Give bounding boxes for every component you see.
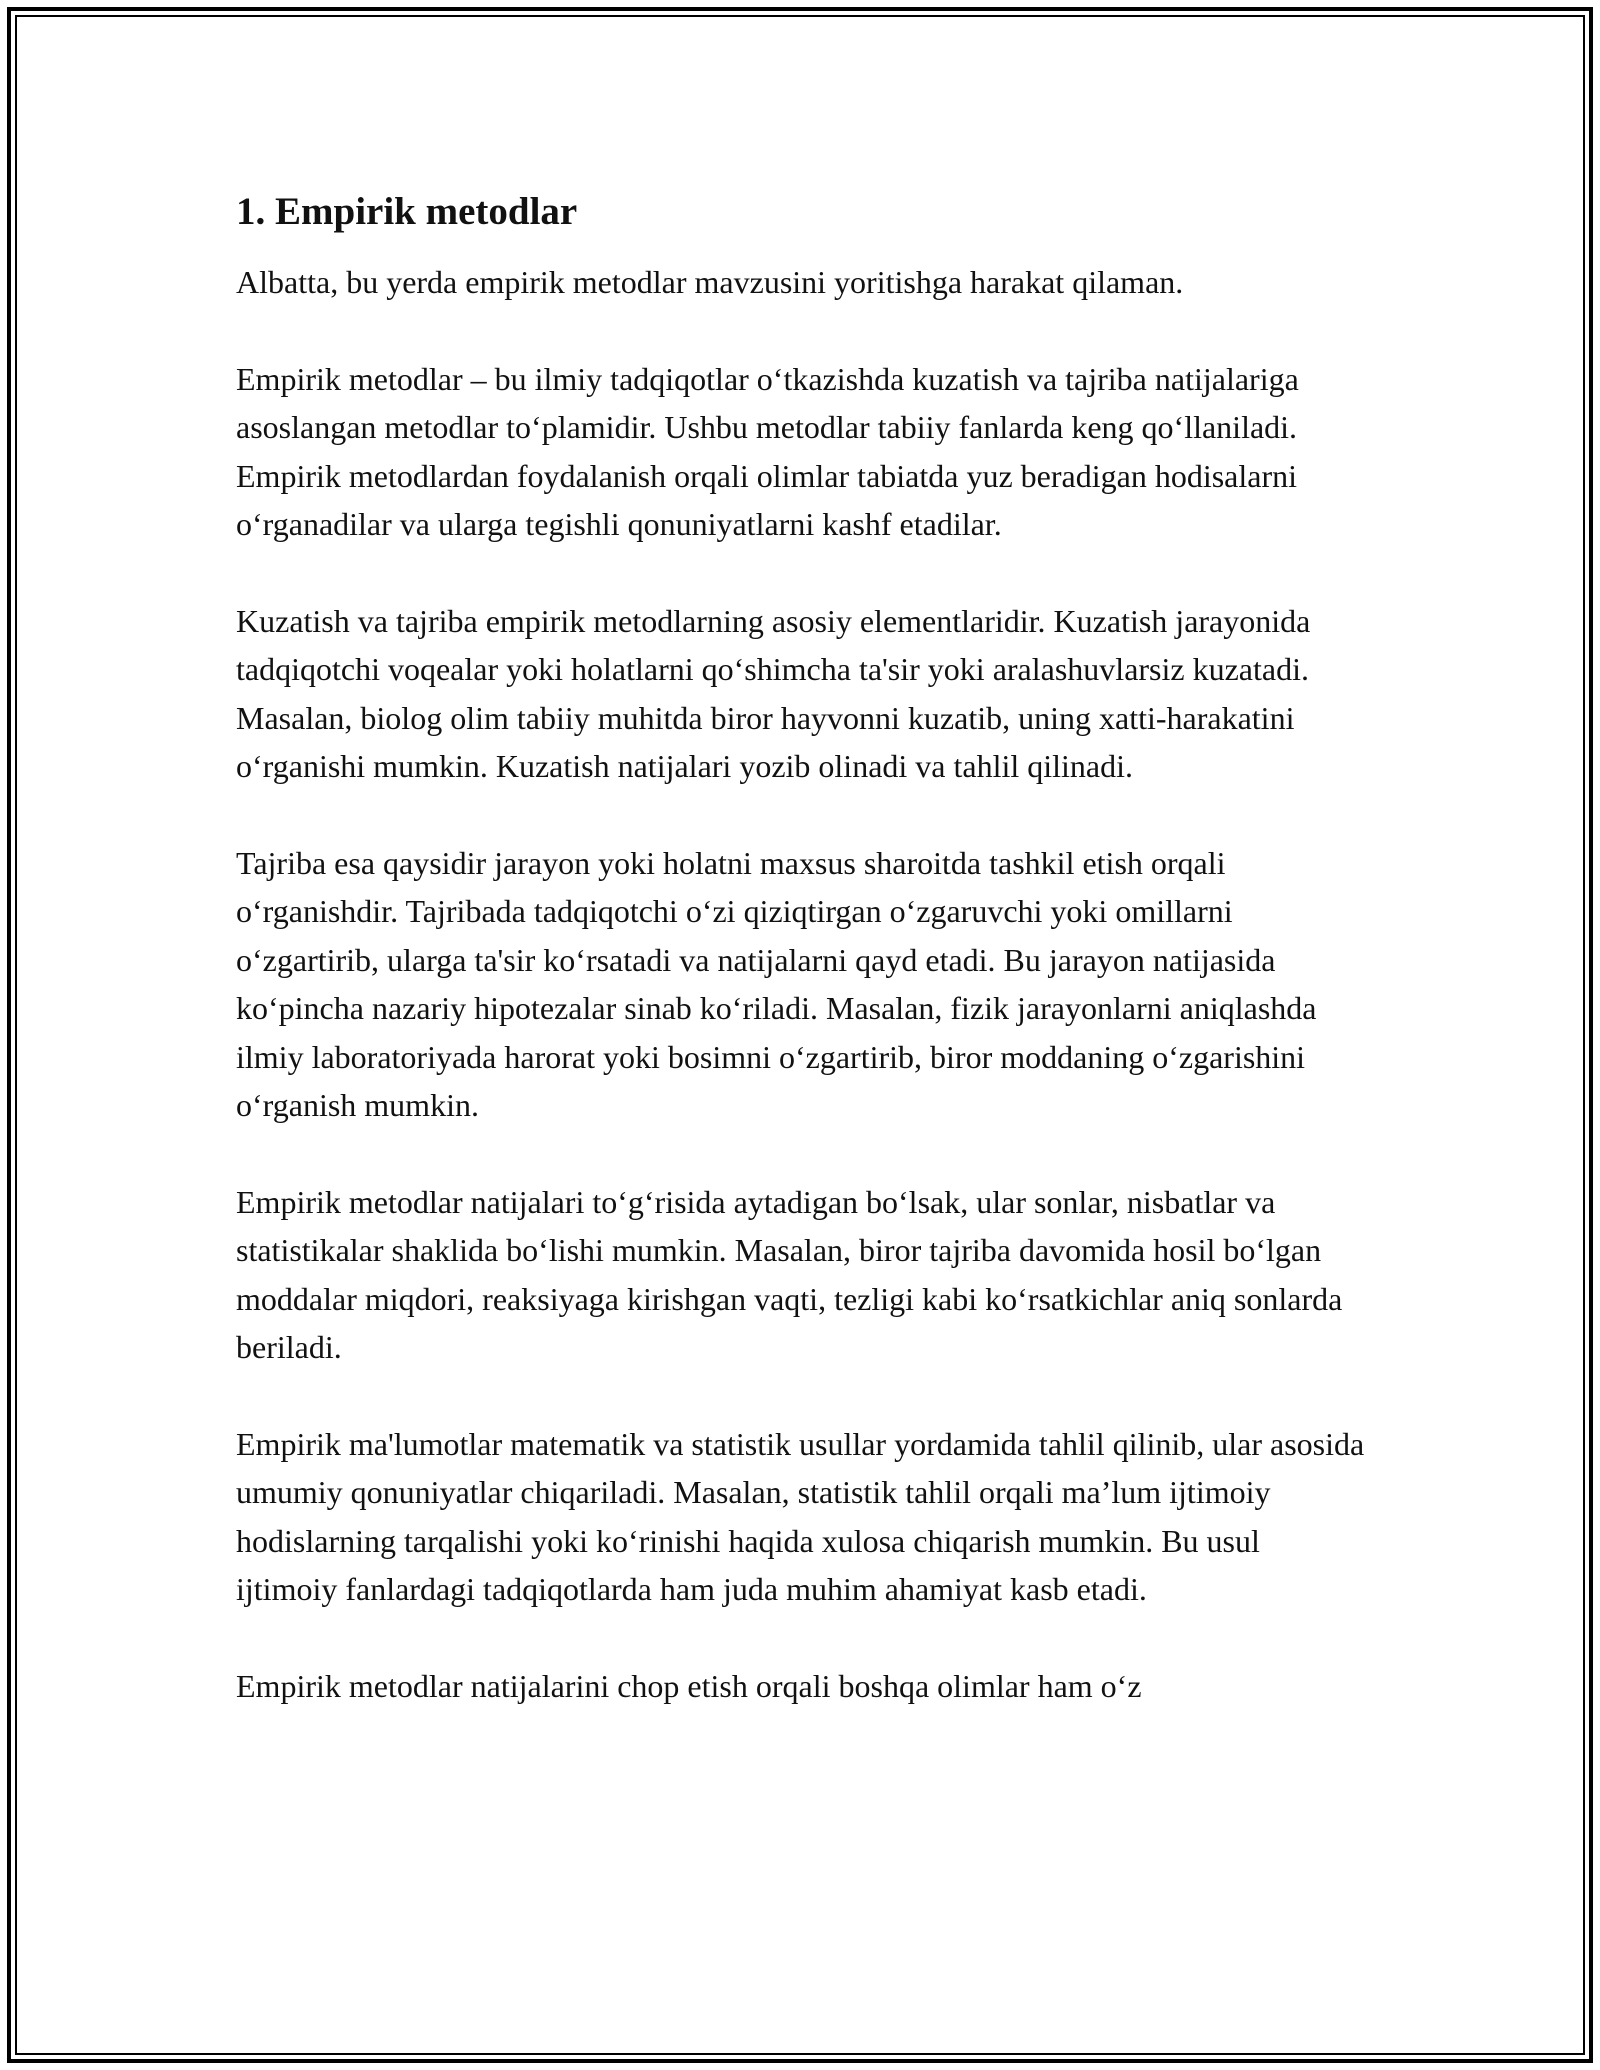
paragraph-definition: Empirik metodlar – bu ilmiy tadqiqotlar oʻtkazishda kuzatish va tajriba natijalariga asoslangan metodlar toʻplamidir. Ushbu metodlar tabiiy fanlarda keng qoʻllaniladi. Empirik metodlardan foydalanish orqali olimlar tabiatda yuz beradigan hodisalarni oʻrganadilar va ularga tegishli qonuniyatlarni kashf etadilar. — [236, 360, 1299, 542]
paragraph-publication: Empirik metodlar natijalarini chop etish orqali boshqa olimlar ham oʻz — [236, 1667, 1142, 1704]
paragraph-intro: Albatta, bu yerda empirik metodlar mavzusini yoritishga harakat qilaman. — [236, 264, 1184, 300]
section-heading: 1. Empirik metodlar — [236, 190, 578, 233]
paragraph-observation: Kuzatish va tajriba empirik metodlarning asosiy elementlaridir. Kuzatish jarayonida tadqiqotchi voqealar yoki holatlarni qoʻshimcha ta'sir yoki aralashuvlarsiz kuzatadi. Masalan, biolog olim tabiiy muhitda biror hayvonni kuzatib, uning xatti-harakatini oʻrganishi mumkin. Kuzatish natijalari yozib olinadi va tahlil qilinadi. — [236, 602, 1311, 784]
paragraph-results: Empirik metodlar natijalari toʻgʻrisida aytadigan boʻlsak, ular sonlar, nisbatlar va statistikalar shaklida boʻlishi mumkin. Masalan, biror tajriba davomida hosil boʻlgan moddalar miqdori, reaksiyaga kirishgan vaqti, tezligi kabi koʻrsatkichlar aniq sonlarda beriladi. — [236, 1183, 1343, 1365]
paragraph-experiment: Tajriba esa qaysidir jarayon yoki holatni maxsus sharoitda tashkil etish orqali oʻrganishdir. Tajribada tadqiqotchi oʻzi qiziqtirgan oʻzgaruvchi yoki omillarni oʻzgartirib, ularga ta'sir koʻrsatadi va natijalarni qayd etadi. Bu jarayon natijasida koʻpincha nazariy hipotezalar sinab koʻriladi. Masalan, fizik jarayonlarni aniqlashda ilmiy laboratoriyada harorat yoki bosimni oʻzgartirib, biror moddaning oʻzgarishini oʻrganish mumkin. — [236, 844, 1317, 1123]
document-body — [236, 186, 1366, 1758]
paragraph-analysis: Empirik ma'lumotlar matematik va statistik usullar yordamida tahlil qilinib, ular asosida umumiy qonuniyatlar chiqariladi. Masalan, statistik tahlil orqali ma’lum ijtimoiy hodislarning tarqalishi yoki koʻrinishi haqida xulosa chiqarish mumkin. Bu usul ijtimoiy fanlardagi tadqiqotlarda ham juda muhim ahamiyat kasb etadi. — [236, 1425, 1365, 1607]
